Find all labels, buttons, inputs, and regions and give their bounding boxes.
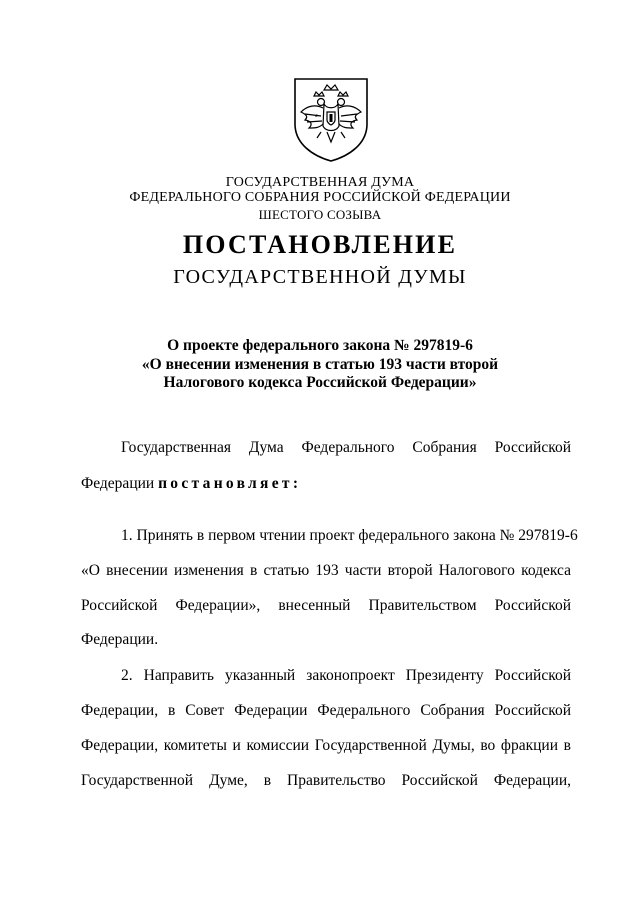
subject-line-2: «О внесении изменения в статью 193 части второй bbox=[141, 355, 499, 373]
document-title: ПОСТАНОВЛЕНИЕ bbox=[182, 230, 458, 259]
subject-line-1: О проекте федерального закона № 297819-6 bbox=[167, 337, 473, 354]
paragraph-1-line-3: Российской Федерации», внесенный Правительством Российской bbox=[81, 597, 571, 614]
intro-line-2 bbox=[81, 475, 571, 493]
convocation-line: ШЕСТОГО СОЗЫВА bbox=[258, 207, 382, 222]
paragraph-1-line-4: Федерации. bbox=[81, 631, 159, 648]
document-subtitle: ГОСУДАРСТВЕННОЙ ДУМЫ bbox=[173, 266, 467, 288]
org-name-line-1: ГОСУДАРСТВЕННАЯ ДУМА bbox=[225, 175, 415, 190]
paragraph-2-line-2: Федерации, в Совет Федерации Федерального Собрания Российской bbox=[81, 702, 571, 719]
paragraph-2-line-4: Государственной Думе, в Правительство Российской Федерации, bbox=[81, 772, 571, 789]
intro-line-1: Государственная Дума Федерального Собрания Российской bbox=[121, 439, 571, 456]
document-subject bbox=[0, 337, 640, 393]
intro-line-2-text: Федерации bbox=[81, 475, 159, 492]
decree-word: постановляет: bbox=[158, 475, 302, 492]
org-name-line-2: ФЕДЕРАЛЬНОГО СОБРАНИЯ РОССИЙСКОЙ ФЕДЕРАЦИИ bbox=[129, 190, 511, 205]
subject-line-3: Налогового кодекса Российской Федерации» bbox=[163, 374, 477, 391]
paragraph-1-line-2: «О внесении изменения в статью 193 части второй Налогового кодекса bbox=[81, 562, 571, 579]
paragraph-1-line-1: 1. Принять в первом чтении проект федерального закона № 297819-6 bbox=[121, 527, 578, 544]
coat-of-arms-emblem bbox=[291, 76, 371, 162]
paragraph-2-line-3: Федерации, комитеты и комиссии Государственной Думы, во фракции в bbox=[81, 737, 571, 754]
paragraph-2-line-1: 2. Направить указанный законопроект Президенту Российской bbox=[121, 667, 571, 684]
